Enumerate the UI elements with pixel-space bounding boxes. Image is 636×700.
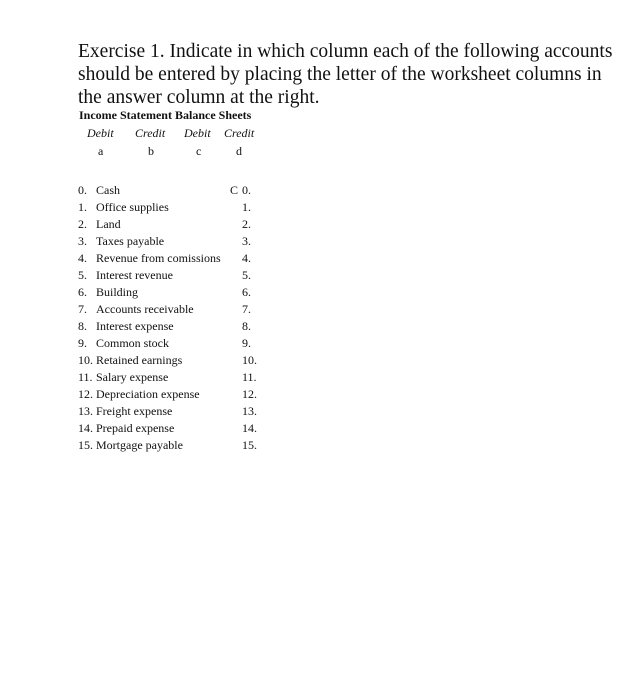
account-name: Freight expense [96, 404, 173, 418]
account-number: 8. [78, 319, 87, 333]
account-name: Depreciation expense [96, 387, 200, 401]
account-row [0, 420, 636, 437]
exercise-instructions: Exercise 1. Indicate in which column each of the following accounts should be entered by placing the letter of the worksheet columns in the answer column at the right. [78, 41, 613, 108]
account-row [0, 301, 636, 318]
account-number: 13. [78, 404, 93, 418]
answer-number: 3. [242, 234, 251, 248]
account-name: Land [96, 217, 121, 231]
column-letter-d: d [236, 144, 242, 158]
account-row [0, 284, 636, 301]
account-row [0, 250, 636, 267]
account-name: Office supplies [96, 200, 169, 214]
account-row [0, 386, 636, 403]
answer-number: 8. [242, 319, 251, 333]
account-list [0, 182, 636, 454]
account-name: Building [96, 285, 139, 299]
account-number: 4. [78, 251, 87, 265]
account-row [0, 437, 636, 454]
answer-number: 9. [242, 336, 251, 350]
account-name: Cash [96, 183, 120, 197]
account-row [0, 267, 636, 284]
column-letter-c: c [196, 144, 202, 158]
account-name: Common stock [96, 336, 170, 350]
account-name: Retained earnings [96, 353, 183, 367]
account-name: Accounts receivable [96, 302, 194, 316]
account-number: 5. [78, 268, 87, 282]
answer-number: 1. [242, 200, 251, 214]
account-number: 15. [78, 438, 93, 452]
account-name: Mortgage payable [96, 438, 183, 452]
account-row [0, 318, 636, 335]
answer-number: 4. [242, 251, 251, 265]
answer-number: 15. [242, 438, 257, 452]
column-label-credit-balance: Credit [224, 126, 255, 140]
account-number: 11. [78, 370, 93, 384]
account-number: 14. [78, 421, 93, 435]
account-number: 1. [78, 200, 87, 214]
account-number: 6. [78, 285, 87, 299]
account-number: 7. [78, 302, 87, 316]
answer-entry[interactable]: C [230, 183, 239, 197]
answer-number: 6. [242, 285, 251, 299]
account-number: 2. [78, 217, 87, 231]
account-name: Taxes payable [96, 234, 165, 248]
answer-number: 7. [242, 302, 251, 316]
column-label-credit-income: Credit [135, 126, 166, 140]
account-name: Revenue from comissions [96, 251, 221, 265]
answer-number: 12. [242, 387, 257, 401]
answer-number: 2. [242, 217, 251, 231]
account-number: 0. [78, 183, 87, 197]
worksheet-heading: Income Statement Balance Sheets [79, 108, 252, 122]
answer-number: 11. [242, 370, 257, 384]
account-number: 10. [78, 353, 93, 367]
account-number: 3. [78, 234, 87, 248]
answer-number: 0. [242, 183, 251, 197]
account-row [0, 369, 636, 386]
account-row [0, 199, 636, 216]
account-row [0, 233, 636, 250]
account-name: Interest revenue [96, 268, 173, 282]
account-number: 12. [78, 387, 93, 401]
account-row [0, 403, 636, 420]
account-name: Prepaid expense [96, 421, 175, 435]
account-row [0, 335, 636, 352]
account-row [0, 182, 636, 199]
account-row [0, 352, 636, 369]
answer-number: 10. [242, 353, 257, 367]
account-name: Salary expense [96, 370, 169, 384]
answer-number: 13. [242, 404, 257, 418]
column-label-debit-income: Debit [87, 126, 114, 140]
answer-number: 14. [242, 421, 257, 435]
column-label-debit-balance: Debit [184, 126, 211, 140]
account-number: 9. [78, 336, 87, 350]
answer-number: 5. [242, 268, 251, 282]
column-letter-a: a [98, 144, 104, 158]
account-row [0, 216, 636, 233]
column-letter-b: b [148, 144, 154, 158]
account-name: Interest expense [96, 319, 174, 333]
